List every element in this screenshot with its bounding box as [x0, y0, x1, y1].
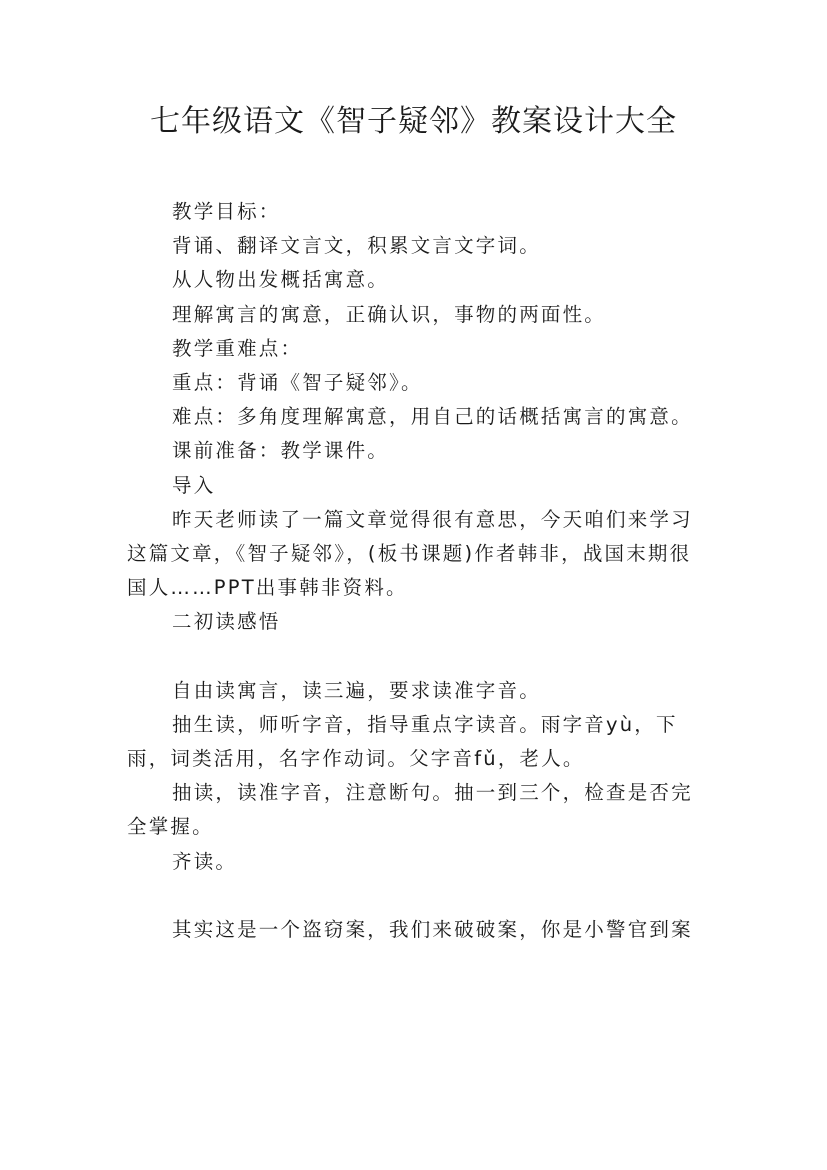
- document-body: [127, 195, 712, 947]
- paragraph: 其实这是一个盗窃案，我们来破破案，你是小警官到案: [172, 917, 693, 941]
- paragraph: 教学目标：: [172, 200, 281, 223]
- paragraph: 二初读感悟: [172, 610, 281, 634]
- paragraph: 从人物出发概括寓意。: [172, 268, 390, 292]
- blank-line: [127, 879, 712, 913]
- paragraph: 齐读。: [172, 849, 238, 873]
- paragraph: 教学重难点：: [172, 336, 303, 360]
- paragraph: 自由读寓言，读三遍，要求读准字音。: [172, 678, 541, 702]
- blank-line: [127, 640, 712, 674]
- paragraph: 导入: [172, 473, 216, 497]
- paragraph: 背诵、翻译文言文，积累文言文字词。: [172, 234, 541, 258]
- paragraph: 理解寓言的寓意，正确认识，事物的两面性。: [172, 302, 607, 326]
- paragraph: 难点：多角度理解寓意，用自己的话概括寓言的寓意。: [172, 405, 693, 429]
- document-title: 七年级语文《智子疑邻》教案设计大全: [150, 104, 677, 139]
- paragraph: 昨天老师读了一篇文章觉得很有意思，今天咱们来学习这篇文章，《智子疑邻》，(板书课题)作者韩非，战国末期很国人……PPT出事韩非资料。: [127, 507, 693, 600]
- paragraph: 抽读，读准字音，注意断句。抽一到三个，检查是否完全掌握。: [127, 781, 693, 839]
- paragraph: 重点：背诵《智子疑邻》。: [172, 371, 423, 395]
- paragraph: 课前准备：教学课件。: [172, 439, 390, 463]
- paragraph: 抽生读，师听字音，指导重点字读音。雨字音yù，下雨，词类活用，名字作动词。父字音fǔ，老人。: [127, 712, 678, 771]
